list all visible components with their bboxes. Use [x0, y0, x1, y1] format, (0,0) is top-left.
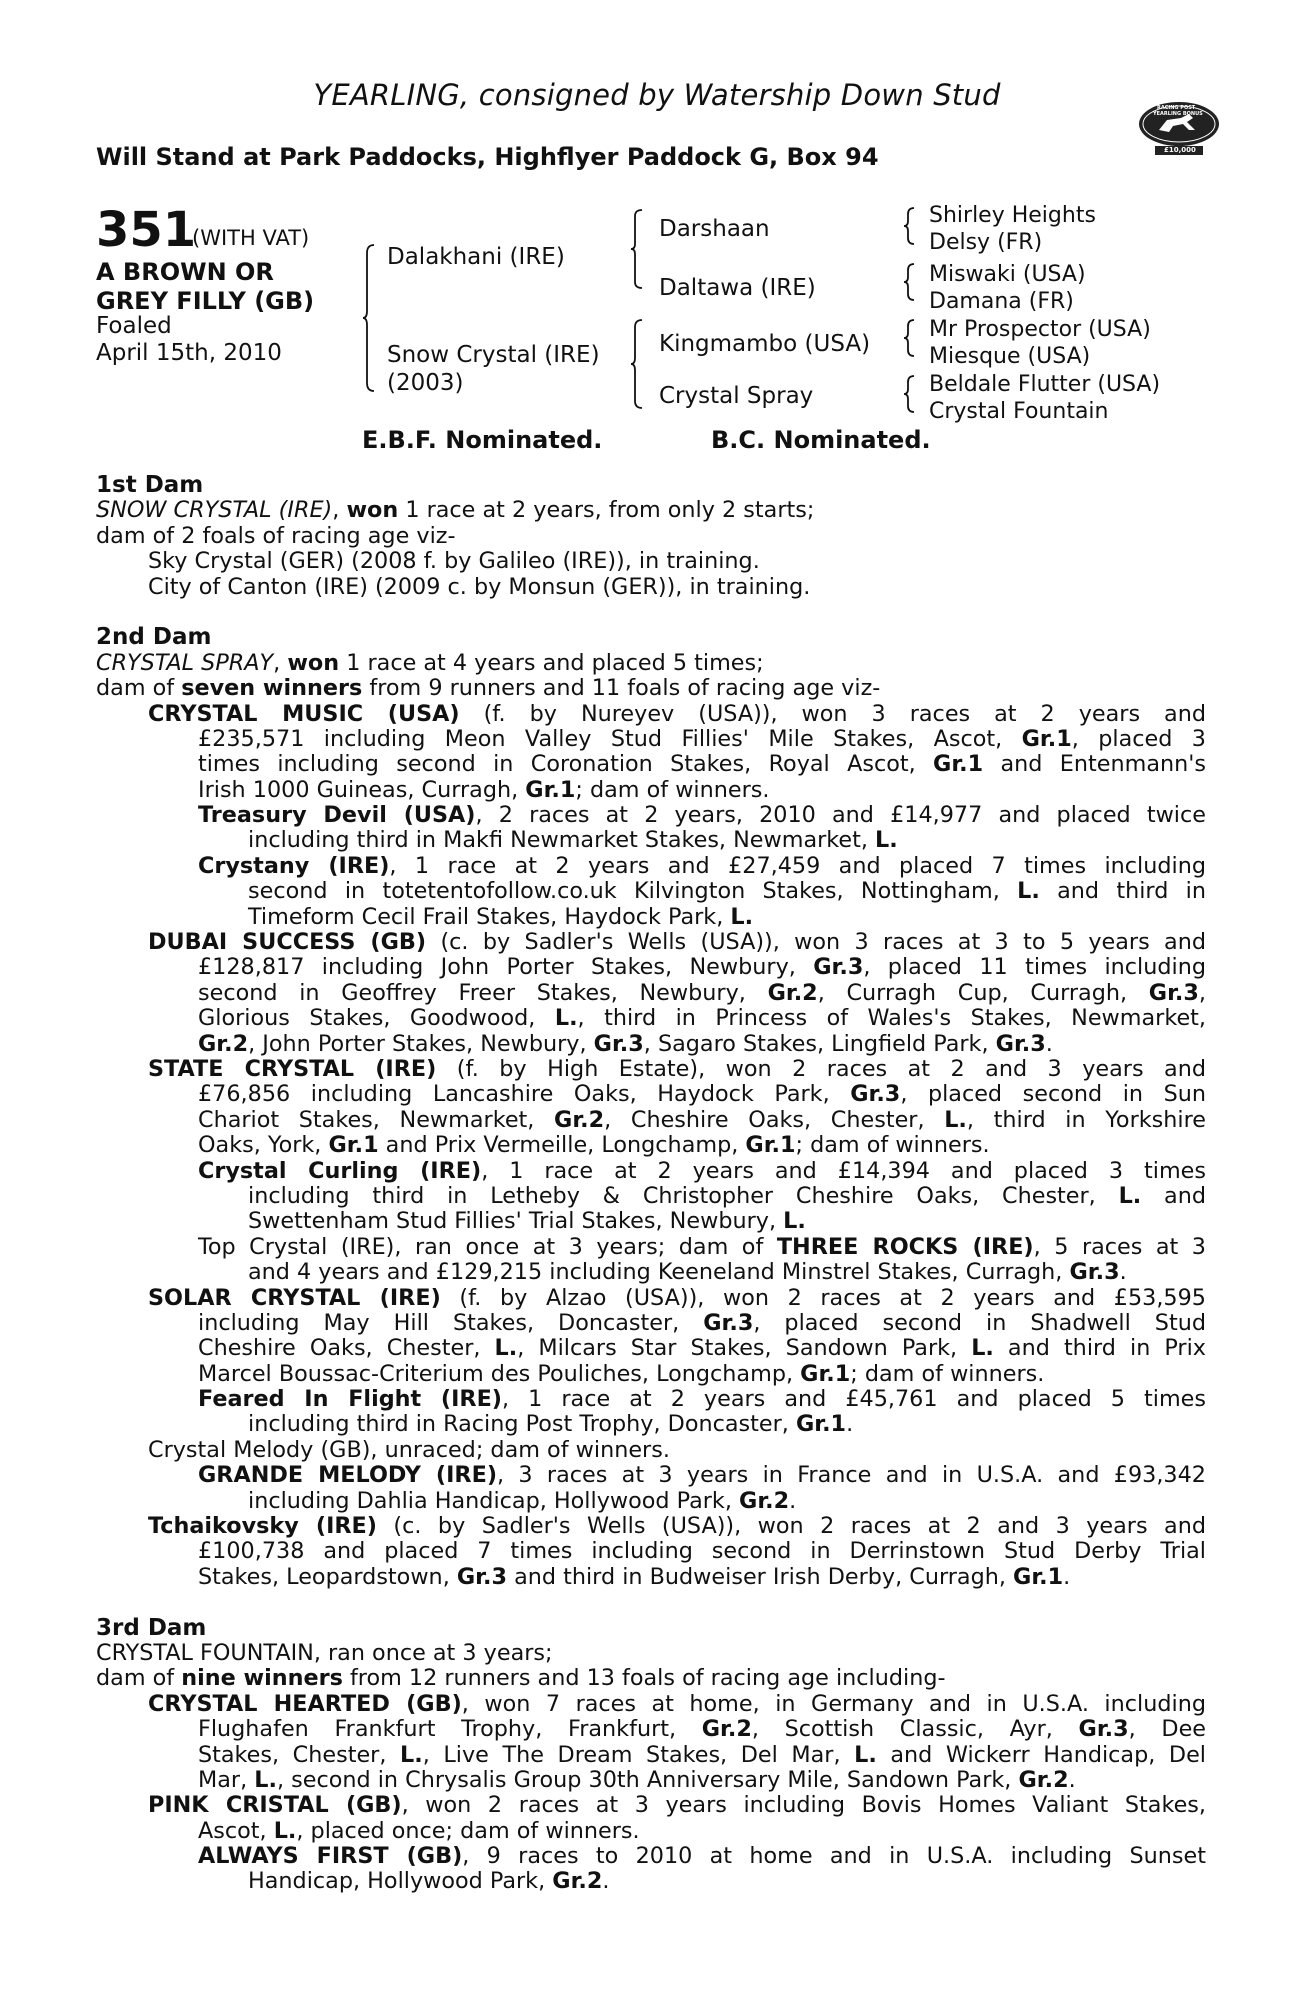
lot-number: 351 — [96, 202, 197, 258]
pedigree-dss: Mr Prospector (USA) — [929, 317, 1151, 342]
pedigree-brace-sd — [902, 262, 916, 302]
dubai-success-line: £128,817 including John Porter Stakes, Newbury, Gr.3, placed 11 times including — [198, 955, 1206, 981]
crystal-music-line: times including second in Coronation Stakes, Royal Ascot, Gr.1 and Entenmann's — [198, 752, 1206, 778]
pedigree-sss: Shirley Heights — [929, 203, 1096, 228]
pedigree-brace-sire — [630, 208, 644, 290]
pedigree-dam-dam: Crystal Spray — [659, 383, 814, 409]
pedigree-notes — [96, 473, 1206, 1895]
tchaikovsky-line: Tchaikovsky (IRE) (c. by Sadler's Wells (USA)), won 2 races at 2 and 3 years and — [148, 1514, 1206, 1540]
dubai-success-line: Glorious Stakes, Goodwood, L., third in Princess of Wales's Stakes, Newmarket, — [198, 1006, 1206, 1032]
pedigree-dds: Beldale Flutter (USA) — [929, 372, 1161, 397]
crystal-hearted-line: Mar, L., second in Chrysalis Group 30th Anniversary Mile, Sandown Park, Gr.2. — [198, 1766, 1076, 1793]
dam3-line: dam of nine winners from 12 runners and 13 foals of racing age including- — [96, 1665, 946, 1692]
bc-nominated: B.C. Nominated. — [711, 426, 931, 454]
pedigree-sire: Dalakhani (IRE) — [387, 244, 565, 270]
crystal-curling-line: including third in Letheby & Christopher Cheshire Oaks, Chester, L. and — [248, 1183, 1206, 1209]
pedigree-sdd: Damana (FR) — [929, 289, 1074, 314]
pedigree-brace-ds — [902, 318, 916, 358]
crystany-line: Timeform Cecil Frail Stakes, Haydock Park, L. — [248, 903, 754, 930]
pedigree-brace-dd — [902, 374, 916, 414]
solar-crystal-line: Marcel Boussac-Criterium des Pouliches, Longchamp, Gr.1; dam of winners. — [198, 1360, 1045, 1387]
pink-cristal-line: Ascot, L., placed once; dam of winners. — [198, 1817, 640, 1844]
pedigree-sire-sire: Darshaan — [659, 216, 770, 242]
top-crystal-line: and 4 years and £129,215 including Keeneland Minstrel Stakes, Curragh, Gr.3. — [248, 1259, 1127, 1286]
treasury-devil-line: including third in Makfi Newmarket Stakes, Newmarket, L. — [248, 827, 898, 854]
dam2-line: CRYSTAL SPRAY, won 1 race at 4 years and placed 5 times; — [96, 649, 764, 676]
state-crystal-line: Chariot Stakes, Newmarket, Gr.2, Cheshire Oaks, Chester, L., third in Yorkshire — [198, 1107, 1206, 1133]
dam2-line: dam of seven winners from 9 runners and 11 foals of racing age viz- — [96, 675, 881, 702]
crystany-line: second in totetentofollow.co.uk Kilvington Stakes, Nottingham, L. and third in — [248, 879, 1206, 905]
crystal-music-line: Irish 1000 Guineas, Curragh, Gr.1; dam of winners. — [198, 776, 770, 803]
badge-amount: £10,000 — [1164, 146, 1196, 154]
foaled-date: April 15th, 2010 — [96, 340, 282, 366]
dubai-success-line: second in Geoffrey Freer Stakes, Newbury, Gr.2, Curragh Cup, Curragh, Gr.3, — [198, 980, 1206, 1006]
dam3-line: CRYSTAL FOUNTAIN, ran once at 3 years; — [96, 1639, 553, 1666]
pedigree-dsd: Miesque (USA) — [929, 344, 1091, 369]
badge-line1: RACING POST — [1157, 105, 1196, 111]
crystal-hearted-line: Stakes, Chester, L., Live The Dream Stakes, Del Mar, L. and Wickerr Handicap, Del — [198, 1742, 1206, 1768]
pedigree-brace-dam — [630, 318, 644, 410]
tchaikovsky-line: £100,738 and placed 7 times including second in Derrinstown Stud Derby Trial — [198, 1539, 1206, 1565]
pedigree-dam-year: (2003) — [387, 370, 464, 396]
crystal-melody-line: Crystal Melody (GB), unraced; dam of winners. — [148, 1436, 670, 1463]
stand-location: Will Stand at Park Paddocks, Highflyer Paddock G, Box 94 — [96, 143, 879, 171]
horse-description — [96, 258, 314, 316]
yearling-bonus-badge — [1135, 96, 1223, 156]
crystal-curling-line: Crystal Curling (IRE), 1 race at 2 years and £14,394 and placed 3 times — [198, 1158, 1206, 1184]
dam1-foal: City of Canton (IRE) (2009 c. by Monsun (GER)), in training. — [148, 573, 811, 600]
solar-crystal-line: including May Hill Stakes, Doncaster, Gr.3, placed second in Shadwell Stud — [198, 1310, 1206, 1336]
treasury-devil-line: Treasury Devil (USA), 2 races at 2 years, 2010 and £14,977 and placed twice — [198, 803, 1206, 829]
foaled-info — [96, 313, 282, 367]
grande-melody-line: GRANDE MELODY (IRE), 3 races at 3 years in France and in U.S.A. and £93,342 — [198, 1463, 1206, 1489]
foaled-label: Foaled — [96, 313, 172, 339]
pedigree-brace-ss — [902, 206, 916, 246]
solar-crystal-line: Cheshire Oaks, Chester, L., Milcars Star Stakes, Sandown Park, L. and third in Prix — [198, 1336, 1206, 1362]
dam3-heading: 3rd Dam — [96, 1614, 207, 1641]
dam1-heading: 1st Dam — [96, 472, 204, 498]
pedigree-ssd: Delsy (FR) — [929, 230, 1043, 255]
pink-cristal-line: PINK CRISTAL (GB), won 2 races at 3 years including Bovis Homes Valiant Stakes, — [148, 1793, 1206, 1819]
crystal-music-line: £235,571 including Meon Valley Stud Fillies' Mile Stakes, Ascot, Gr.1, placed 3 — [198, 726, 1206, 752]
pedigree-brace-main — [362, 243, 376, 393]
dubai-success-line: Gr.2, John Porter Stakes, Newbury, Gr.3, Sagaro Stakes, Lingfield Park, Gr.3. — [198, 1030, 1053, 1057]
feared-in-flight-line: including third in Racing Post Trophy, Doncaster, Gr.1. — [248, 1411, 854, 1438]
feared-in-flight-line: Feared In Flight (IRE), 1 race at 2 years and £45,761 and placed 5 times — [198, 1387, 1206, 1413]
pedigree-dam-sire: Kingmambo (USA) — [659, 331, 871, 357]
always-first-line: ALWAYS FIRST (GB), 9 races to 2010 at home and in U.S.A. including Sunset — [198, 1844, 1206, 1870]
state-crystal-line: £76,856 including Lancashire Oaks, Haydock Park, Gr.3, placed second in Sun — [198, 1082, 1206, 1108]
crystal-hearted-line: CRYSTAL HEARTED (GB), won 7 races at home, in Germany and in U.S.A. including — [148, 1691, 1206, 1717]
always-first-line: Handicap, Hollywood Park, Gr.2. — [248, 1868, 610, 1895]
horse-desc-line2: GREY FILLY (GB) — [96, 287, 315, 315]
dam1-line: dam of 2 foals of racing age viz- — [96, 522, 456, 549]
dam1-foal: Sky Crystal (GER) (2008 f. by Galileo (IRE)), in training. — [148, 548, 760, 575]
crystal-hearted-line: Flughafen Frankfurt Trophy, Frankfurt, Gr.2, Scottish Classic, Ayr, Gr.3, Dee — [198, 1717, 1206, 1743]
grande-melody-line: including Dahlia Handicap, Hollywood Park, Gr.2. — [248, 1487, 797, 1514]
crystal-music-line: CRYSTAL MUSIC (USA) (f. by Nureyev (USA)), won 3 races at 2 years and — [148, 701, 1206, 727]
pedigree-dam: Snow Crystal (IRE) — [387, 342, 600, 368]
solar-crystal-line: SOLAR CRYSTAL (IRE) (f. by Alzao (USA)), won 2 races at 2 years and £53,595 — [148, 1285, 1206, 1311]
horse-desc-line1: A BROWN OR — [96, 258, 274, 286]
dubai-success-line: DUBAI SUCCESS (GB) (c. by Sadler's Wells (USA)), won 3 races at 3 to 5 years and — [148, 930, 1206, 956]
tchaikovsky-line: Stakes, Leopardstown, Gr.3 and third in Budweiser Irish Derby, Curragh, Gr.1. — [198, 1563, 1071, 1590]
consignment-header: YEARLING, consigned by Watership Down Stud — [313, 78, 1001, 112]
lot-vat: (WITH VAT) — [192, 226, 310, 250]
dam2-heading: 2nd Dam — [96, 624, 212, 651]
state-crystal-line: STATE CRYSTAL (IRE) (f. by High Estate), won 2 races at 2 and 3 years and — [148, 1056, 1206, 1082]
crystal-curling-line: Swettenham Stud Fillies' Trial Stakes, Newbury, L. — [248, 1208, 806, 1235]
badge-line2: YEARLING BONUS — [1153, 111, 1203, 117]
crystany-line: Crystany (IRE), 1 race at 2 years and £27,459 and placed 7 times including — [198, 853, 1206, 879]
pedigree-ddd: Crystal Fountain — [929, 399, 1109, 424]
dam1-line: SNOW CRYSTAL (IRE), won 1 race at 2 years, from only 2 starts; — [96, 497, 815, 524]
pedigree-sds: Miswaki (USA) — [929, 262, 1086, 287]
top-crystal-line: Top Crystal (IRE), ran once at 3 years; dam of THREE ROCKS (IRE), 5 races at 3 — [198, 1234, 1206, 1260]
pedigree-sire-dam: Daltawa (IRE) — [659, 275, 816, 301]
state-crystal-line: Oaks, York, Gr.1 and Prix Vermeille, Longchamp, Gr.1; dam of winners. — [198, 1132, 990, 1159]
ebf-nominated: E.B.F. Nominated. — [362, 426, 603, 454]
